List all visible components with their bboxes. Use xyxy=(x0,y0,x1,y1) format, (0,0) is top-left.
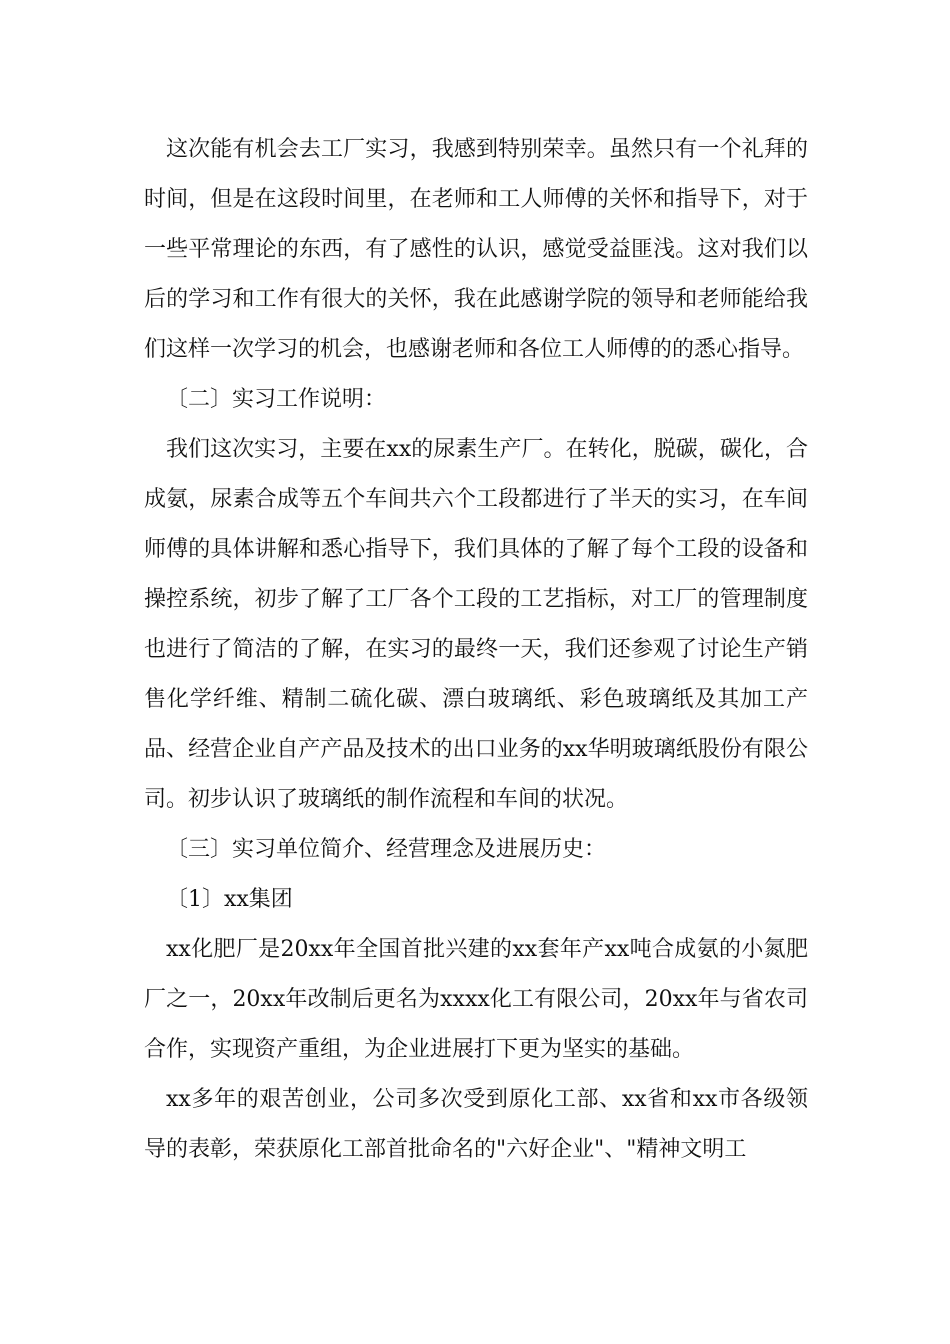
document-page xyxy=(144,125,808,1175)
paragraph-work-description: 我们这次实习，主要在xx的尿素生产厂。在转化，脱碳，碳化，合成氨，尿素合成等五个车间共六个工段都进行了半天的实习，在车间师傅的具体讲解和悉心指导下，我们具体的了解了每个工段的设备和操控系统，初步了解了工厂各个工段的工艺指标，对工厂的管理制度也进行了简洁的了解，在实习的最终一天，我们还参观了讨论生产销售化学纤维、精制二硫化碳、漂白玻璃纸、彩色玻璃纸及其加工产品、经营企业自产产品及技术的出口业务的xx华明玻璃纸股份有限公司。初步认识了玻璃纸的制作流程和车间的状况。 xyxy=(144,437,808,812)
paragraph-company-history: xx化肥厂是20xx年全国首批兴建的xx套年产xx吨合成氨的小氮肥厂之一，20xx年改制后更名为xxxx化工有限公司，20xx年与省农司合作，实现资产重组，为企业进展打下更为坚实的基础。 xyxy=(144,937,808,1062)
section-heading-2: 〔二〕实习工作说明： xyxy=(166,387,387,412)
paragraph-company-awards: xx多年的艰苦创业，公司多次受到原化工部、xx省和xx市各级领导的表彰，荣获原化工部首批命名的"六好企业"、"精神文明工 xyxy=(144,1087,808,1162)
paragraph-intro: 这次能有机会去工厂实习，我感到特别荣幸。虽然只有一个礼拜的时间，但是在这段时间里，在老师和工人师傅的关怀和指导下，对于一些平常理论的东西，有了感性的认识，感觉受益匪浅。这对我们以后的学习和工作有很大的关怀，我在此感谢学院的领导和老师能给我们这样一次学习的机会，也感谢老师和各位工人师傅的的悉心指导。 xyxy=(144,137,808,362)
subsection-heading-1: 〔1〕xx集团 xyxy=(166,887,293,912)
section-heading-3: 〔三〕实习单位简介、经营理念及进展历史： xyxy=(166,837,607,862)
